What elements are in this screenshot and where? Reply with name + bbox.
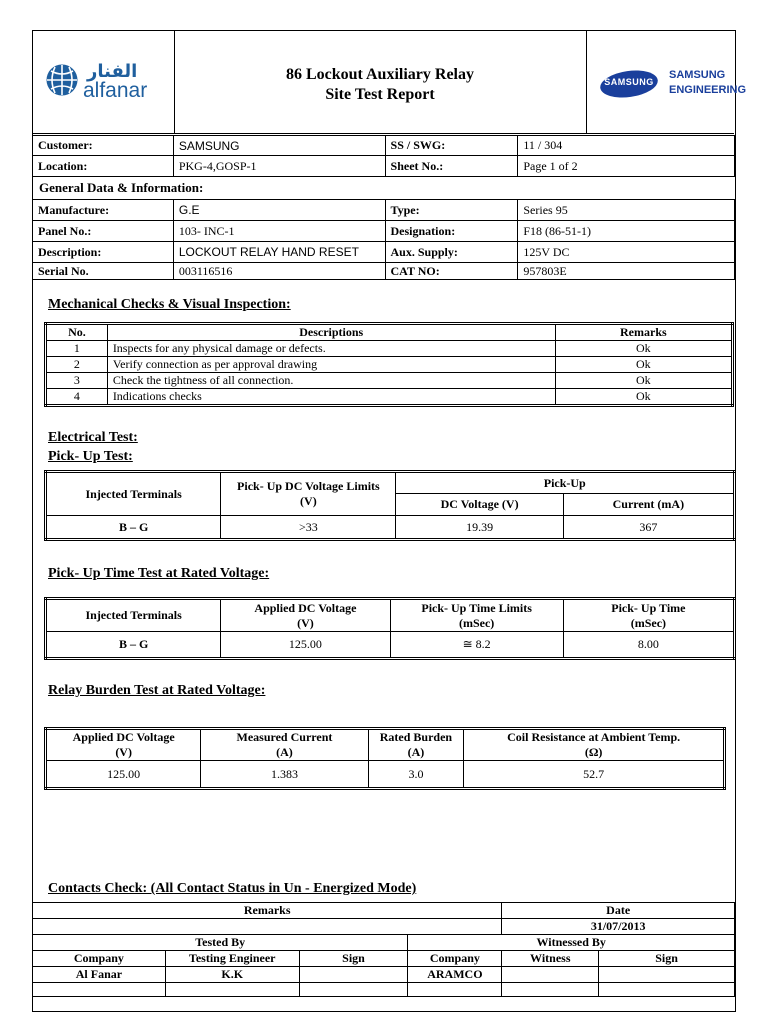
electrical-heading: Electrical Test: [48,430,138,445]
sheet-label: Sheet No.: [385,156,518,177]
tested-sign-label: Sign [299,951,408,967]
witness-sign-label: Sign [599,951,735,967]
mech-col-no: No. [46,324,108,341]
mech-col-desc: Descriptions [107,324,555,341]
burden-col-current [201,729,368,761]
panel-value: 103- INC-1 [173,221,385,242]
burden-col-applied-line1: Applied DC Voltage [72,730,175,744]
burden-col-coil-line2: (Ω) [584,745,603,759]
tested-company-label: Company [33,951,166,967]
serial-label: Serial No. [33,263,174,280]
report-title [174,65,586,105]
customer-value: SAMSUNG [173,136,385,156]
table-row [46,341,733,357]
alfanar-latin-text: alfanar [83,79,148,102]
burden-current: 1.383 [201,761,368,789]
burden-col-current-line2: (A) [276,745,293,759]
date-label: Date [502,903,735,919]
alfanar-globe-icon [45,63,79,97]
burden-heading: Relay Burden Test at Rated Voltage: [48,683,266,698]
customer-info-table [32,135,735,177]
pickup-current: 367 [563,516,734,540]
mech-row-remark: Ok [555,357,732,373]
contacts-heading: Contacts Check: (All Contact Status in Un - Energized Mode) [48,881,417,896]
time-terminals: B – G [46,632,221,659]
table-row [46,516,735,540]
alfanar-logo-cell [33,31,175,133]
time-col-limits [390,599,563,632]
empty-cell [33,983,166,997]
ss-label: SS / SWG: [385,136,518,156]
mech-row-remark: Ok [555,341,732,357]
burden-col-coil-line1: Coil Resistance at Ambient Temp. [507,730,681,744]
mech-row-desc: Verify connection as per approval drawing [107,357,555,373]
time-col-time [563,599,734,632]
time-col-applied [221,599,390,632]
manufacture-value: G.E [173,200,385,221]
sheet-value: Page 1 of 2 [518,156,735,177]
mech-row-remark: Ok [555,373,732,389]
mech-row-remark: Ok [555,389,732,406]
time-applied: 125.00 [221,632,390,659]
pickup-table [44,470,736,541]
aux-label: Aux. Supply: [385,242,518,263]
general-data-heading: General Data & Information: [39,180,204,195]
customer-label: Customer: [33,136,174,156]
tested-engineer-value: K.K [165,967,299,983]
time-col-time-line1: Pick- Up Time [611,600,686,615]
pickup-col-limits-line2: (V) [300,494,317,508]
report-frame [32,30,747,1012]
mechanical-table [44,322,734,407]
pickup-col-terminals: Injected Terminals [46,472,221,516]
tested-company-value: Al Fanar [33,967,166,983]
witnessed-by-label: Witnessed By [408,935,735,951]
empty-cell [599,983,735,997]
mech-row-no: 4 [46,389,108,406]
designation-label: Designation: [385,221,518,242]
burden-col-applied [46,729,201,761]
empty-cell [408,983,502,997]
table-row [46,373,733,389]
date-value: 31/07/2013 [502,919,735,935]
table-row [46,632,735,659]
alfanar-arabic-text: الفنار [87,61,138,82]
empty-cell [165,983,299,997]
description-value: LOCKOUT RELAY HAND RESET [173,242,385,263]
time-col-applied-line2: (V) [297,615,314,630]
header-row [33,31,747,134]
mech-row-desc: Inspects for any physical damage or defects. [107,341,555,357]
witness-company-label: Company [408,951,502,967]
samsung-line-1: SAMSUNG [669,69,726,81]
time-col-terminals: Injected Terminals [46,599,221,632]
table-row [46,761,725,789]
mech-row-no: 2 [46,357,108,373]
time-col-limits-line1: Pick- Up Time Limits [421,600,532,615]
tested-by-label: Tested By [33,935,408,951]
burden-col-rated-line1: Rated Burden [379,730,453,744]
description-label: Description: [33,242,174,263]
pickup-heading: Pick- Up Test: [48,449,133,464]
panel-label: Panel No.: [33,221,174,242]
pickup-col-group: Pick-Up [396,472,735,494]
remarks-label: Remarks [33,903,502,919]
burden-col-rated [368,729,464,761]
pickup-terminals: B – G [46,516,221,540]
mech-row-no: 1 [46,341,108,357]
witness-label: Witness [502,951,599,967]
time-col-time-line2: (mSec) [630,615,667,630]
cat-label: CAT NO: [385,263,518,280]
designation-value: F18 (86-51-1) [518,221,735,242]
samsung-engineering-text [669,68,746,98]
time-col-applied-line1: Applied DC Voltage [254,600,357,615]
mech-col-remarks: Remarks [555,324,732,341]
type-value: Series 95 [518,200,735,221]
table-row [46,357,733,373]
time-value: 8.00 [563,632,734,659]
burden-applied: 125.00 [46,761,201,789]
general-info-table [32,199,735,280]
aux-value: 125V DC [518,242,735,263]
table-row [46,389,733,406]
tested-sign-value [299,967,408,983]
witness-value [502,967,599,983]
mech-row-desc: Indications checks [107,389,555,406]
testing-engineer-label: Testing Engineer [165,951,299,967]
pickup-voltage: 19.39 [396,516,563,540]
burden-col-current-line1: Measured Current [236,730,333,744]
time-col-limits-line2: (mSec) [458,615,495,630]
mech-row-no: 3 [46,373,108,389]
burden-table [44,727,726,790]
pickup-col-current: Current (mA) [563,494,734,516]
type-label: Type: [385,200,518,221]
burden-col-rated-line2: (A) [407,745,425,759]
burden-col-applied-line2: (V) [115,745,132,759]
ss-value: 11 / 304 [518,136,735,156]
location-label: Location: [33,156,174,177]
pickup-limits: >33 [221,516,396,540]
pickup-col-limits-line1: Pick- Up DC Voltage Limits [237,479,380,493]
time-limits: ≅ 8.2 [390,632,563,659]
signoff-table [32,902,735,997]
samsung-logo-cell [586,31,747,133]
witness-sign-value [599,967,735,983]
empty-cell [502,983,599,997]
samsung-badge-text: SAMSUNG [604,77,654,87]
time-heading: Pick- Up Time Test at Rated Voltage: [48,566,270,581]
samsung-line-2: ENGINEERING [669,84,747,96]
mechanical-heading: Mechanical Checks & Visual Inspection: [48,297,291,312]
pickup-time-table [44,597,736,660]
burden-coil: 52.7 [464,761,725,789]
pickup-col-voltage: DC Voltage (V) [396,494,563,516]
title-line-1: 86 Lockout Auxiliary Relay [285,66,474,83]
remarks-value [33,919,502,935]
manufacture-label: Manufacture: [33,200,174,221]
serial-value: 003116516 [173,263,385,280]
mech-row-desc: Check the tightness of all connection. [107,373,555,389]
location-value: PKG-4,GOSP-1 [173,156,385,177]
burden-rated: 3.0 [368,761,464,789]
title-line-2: Site Test Report [325,86,435,103]
witness-company-value: ARAMCO [408,967,502,983]
burden-col-coil [464,729,725,761]
empty-cell [299,983,408,997]
cat-value: 957803E [518,263,735,280]
pickup-col-limits [221,472,396,516]
